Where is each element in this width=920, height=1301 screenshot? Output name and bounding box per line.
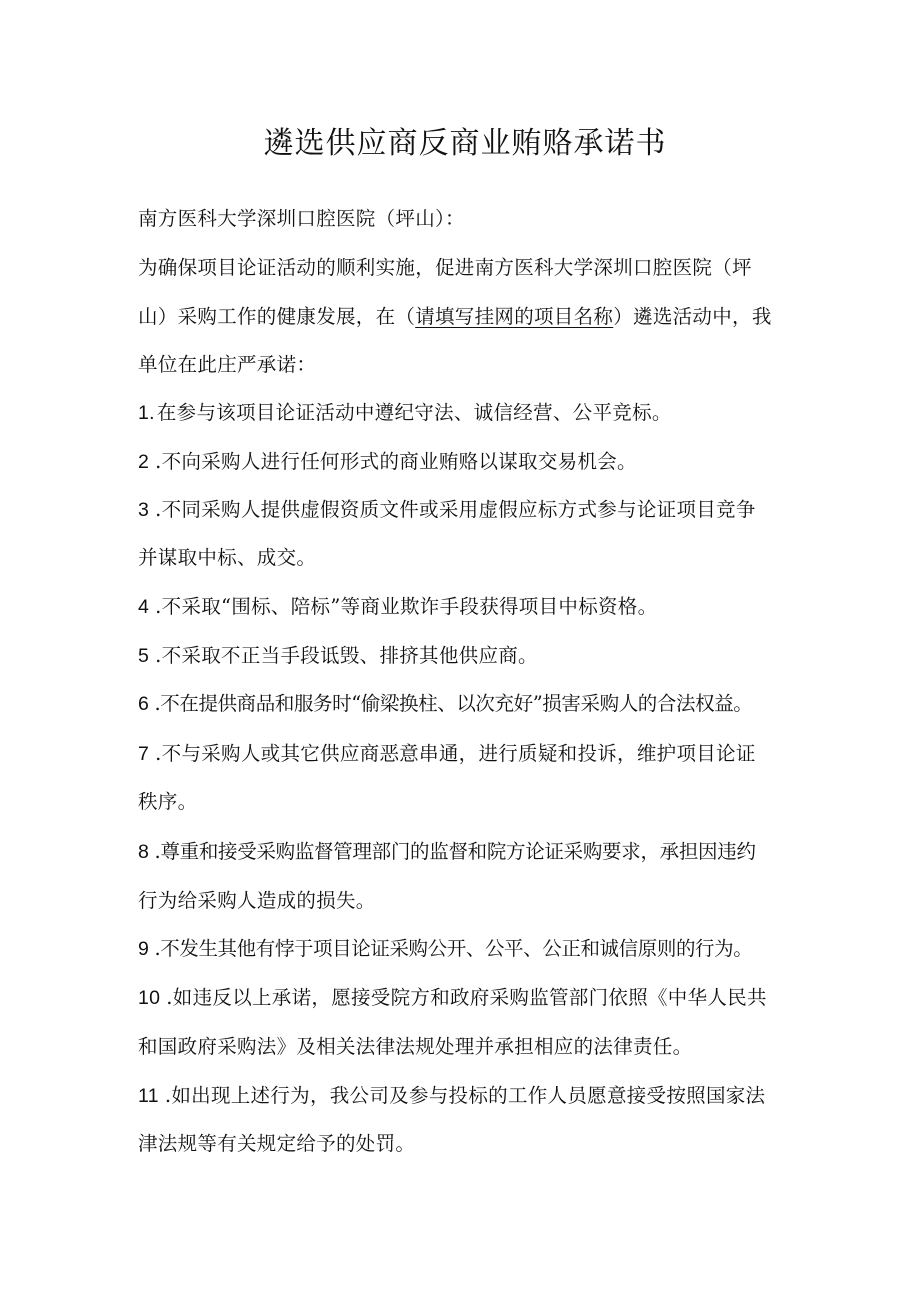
commitment-item-10 [138, 983, 798, 1013]
item-number: 6 [138, 693, 149, 715]
item-number: 11 [138, 1085, 159, 1107]
commitment-item-11-cont: 津法规等有关规定给予的处罚。 [138, 1132, 416, 1155]
intro-line-2-end: ）遴选活动中，我 [613, 305, 772, 328]
commitment-item-3-cont: 并谋取中标、成交。 [138, 546, 317, 569]
intro-line-1: 为确保项目论证活动的顺利实施，促进南方医科大学深圳口腔医院（坪 [138, 256, 752, 279]
commitment-item-9 [138, 934, 798, 964]
commitment-item-2 [138, 447, 798, 477]
intro-line-2-start: 山）采购工作的健康发展，在（ [138, 305, 416, 328]
item-text: 在参与该项目论证活动中遵纪守法、诚信经营、公平竞标。 [156, 401, 672, 424]
item-text: .如违反以上承诺，愿接受院方和政府采购监管部门依照《中华人民共 [166, 986, 767, 1009]
commitment-item-7-cont: 秩序。 [138, 790, 198, 813]
commitment-item-3 [138, 495, 798, 525]
commitment-item-11 [138, 1081, 798, 1111]
intro-line-2 [138, 302, 798, 332]
commitment-item-4 [138, 592, 798, 622]
item-number: 1. [138, 402, 155, 424]
item-number: 3 [138, 499, 150, 521]
commitment-item-1 [138, 398, 798, 428]
item-text: .不发生其他有悖于项目论证采购公开、公平、公正和诚信原则的行为。 [154, 937, 753, 960]
item-text: .不在提供商品和服务时“偷梁换柱、以次充好”损害采购人的合法权益。 [154, 692, 753, 715]
commitment-item-10-cont: 和国政府采购法》及相关法律法规处理并承担相应的法律责任。 [138, 1035, 693, 1058]
document-title: 遴选供应商反商业贿赂承诺书 [263, 126, 667, 161]
item-text: .不向采购人进行任何形式的商业贿赂以谋取交易机会。 [155, 450, 637, 473]
item-text: .尊重和接受采购监督管理部门的监督和院方论证采购要求，承担因违约 [154, 840, 756, 863]
commitment-item-7 [138, 739, 798, 769]
item-text: .不采取不正当手段诋毁、排挤其他供应商。 [155, 644, 538, 667]
intro-line-3: 单位在此庄严承诺： [138, 353, 317, 376]
item-text: .不与采购人或其它供应商恶意串通，进行质疑和投诉，维护项目论证 [155, 742, 756, 765]
commitment-item-8-cont: 行为给采购人造成的损失。 [138, 889, 376, 912]
item-number: 8 [138, 841, 149, 863]
item-number: 4 [138, 596, 150, 618]
item-text: .不同采购人提供虚假资质文件或采用虚假应标方式参与论证项目竞争 [155, 498, 756, 521]
addressee: 南方医科大学深圳口腔医院（坪山）： [138, 207, 465, 230]
item-text: .不采取“围标、陪标”等商业欺诈手段获得项目中标资格。 [155, 595, 658, 618]
project-name-placeholder: 请填写挂网的项目名称 [415, 305, 614, 328]
commitment-item-8 [138, 837, 798, 867]
commitment-item-6 [138, 689, 798, 719]
commitment-item-5 [138, 641, 798, 671]
item-number: 5 [138, 645, 150, 667]
item-text: .如出现上述行为，我公司及参与投标的工作人员愿意接受按照国家法 [164, 1084, 766, 1107]
item-number: 9 [138, 938, 149, 960]
item-number: 10 [138, 987, 161, 1009]
item-number: 7 [138, 743, 150, 765]
item-number: 2 [138, 451, 150, 473]
